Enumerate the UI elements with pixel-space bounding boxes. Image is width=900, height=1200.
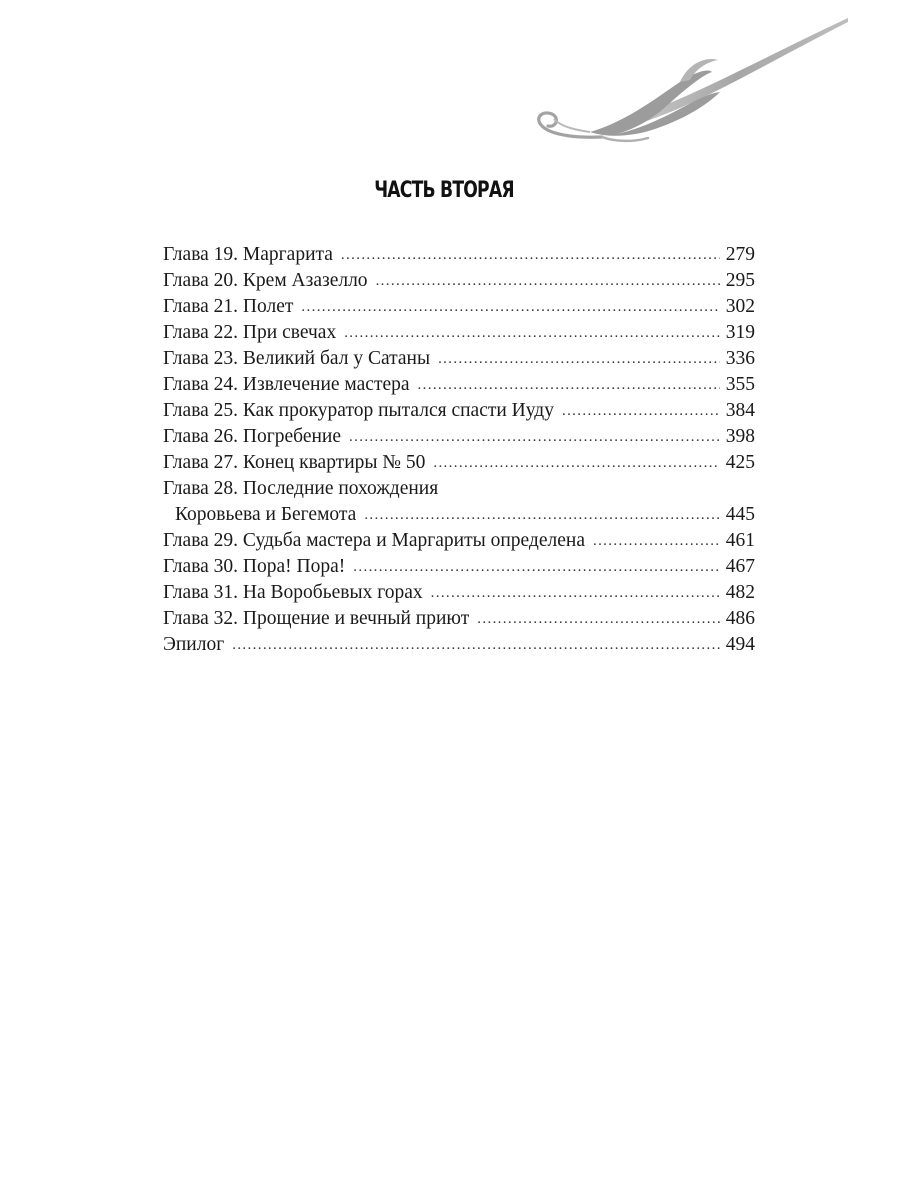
toc-entry-label: Глава 23. Великий бал у Сатаны [163,348,431,369]
toc-entry-label: Глава 21. Полет [163,296,294,317]
toc-entry-label: Глава 30. Пора! Пора! [163,556,346,577]
toc-entry-label: Глава 20. Крем Азазелло [163,270,368,291]
toc-entry[interactable] [163,268,755,294]
toc-entry [163,502,755,528]
toc-page-number: 486 [725,608,755,629]
part-title: ЧАСТЬ ВТОРАЯ [374,178,514,203]
toc-entry-label: Глава 32. Прощение и вечный приют [163,608,470,629]
leader-dots [418,372,720,398]
leader-dots [433,450,719,476]
toc-entry[interactable] [163,372,755,398]
toc-entry[interactable] [163,554,755,580]
table-of-contents [163,242,755,658]
toc-page-number: 336 [725,348,755,369]
toc-entry-label: Глава 29. Судьба мастера и Маргариты определена [163,530,585,551]
toc-entry-label: Глава 26. Погребение [163,426,342,447]
toc-entry[interactable] [163,580,755,606]
toc-entry[interactable] [163,528,755,554]
toc-entry[interactable] [163,632,755,658]
toc-page-number: 467 [725,556,755,577]
toc-page-number: 302 [725,296,755,317]
toc-entry[interactable] [163,424,755,450]
toc-entry[interactable] [163,450,755,476]
leader-dots [344,320,720,346]
leader-dots [232,632,720,658]
toc-page-number: 398 [725,426,755,447]
toc-page-number: 319 [725,322,755,343]
toc-entry-label: Коровьева и Бегемота [175,504,357,525]
leader-dots [477,606,719,632]
toc-entry-label: Глава 31. На Воробьевых горах [163,582,423,603]
toc-page-number: 384 [725,400,755,421]
toc-entry[interactable] [163,606,755,632]
toc-page-number: 494 [725,634,755,655]
leader-dots [376,268,720,294]
toc-entry-label: Глава 27. Конец квартиры № 50 [163,452,426,473]
leader-dots [431,580,720,606]
toc-entry-multiline[interactable] [163,476,755,528]
toc-page-number: 461 [725,530,755,551]
toc-entry-label: Глава 19. Маргарита [163,244,333,265]
leader-dots [562,398,720,424]
toc-entry-label: Глава 24. Извлечение мастера [163,374,410,395]
toc-entry-label: Эпилог [163,634,225,655]
toc-entry[interactable] [163,346,755,372]
toc-page-number: 482 [725,582,755,603]
toc-entry[interactable] [163,242,755,268]
leader-dots [364,502,719,528]
toc-page-number: 295 [725,270,755,291]
toc-page-number: 425 [725,452,755,473]
calligraphic-flourish-icon [530,14,850,164]
leader-dots [593,528,720,554]
leader-dots [438,346,720,372]
leader-dots [349,424,720,450]
toc-page-number: 355 [725,374,755,395]
leader-dots [353,554,719,580]
toc-entry[interactable] [163,294,755,320]
leader-dots [301,294,719,320]
toc-page-number: 445 [725,504,755,525]
toc-page-number: 279 [725,244,755,265]
toc-entry-label-first-line: Глава 28. Последние похождения [163,478,439,499]
toc-entry-label: Глава 22. При свечах [163,322,337,343]
toc-entry[interactable] [163,398,755,424]
toc-entry[interactable] [163,320,755,346]
leader-dots [341,242,720,268]
toc-entry-label: Глава 25. Как прокуратор пытался спасти Иуду [163,400,554,421]
